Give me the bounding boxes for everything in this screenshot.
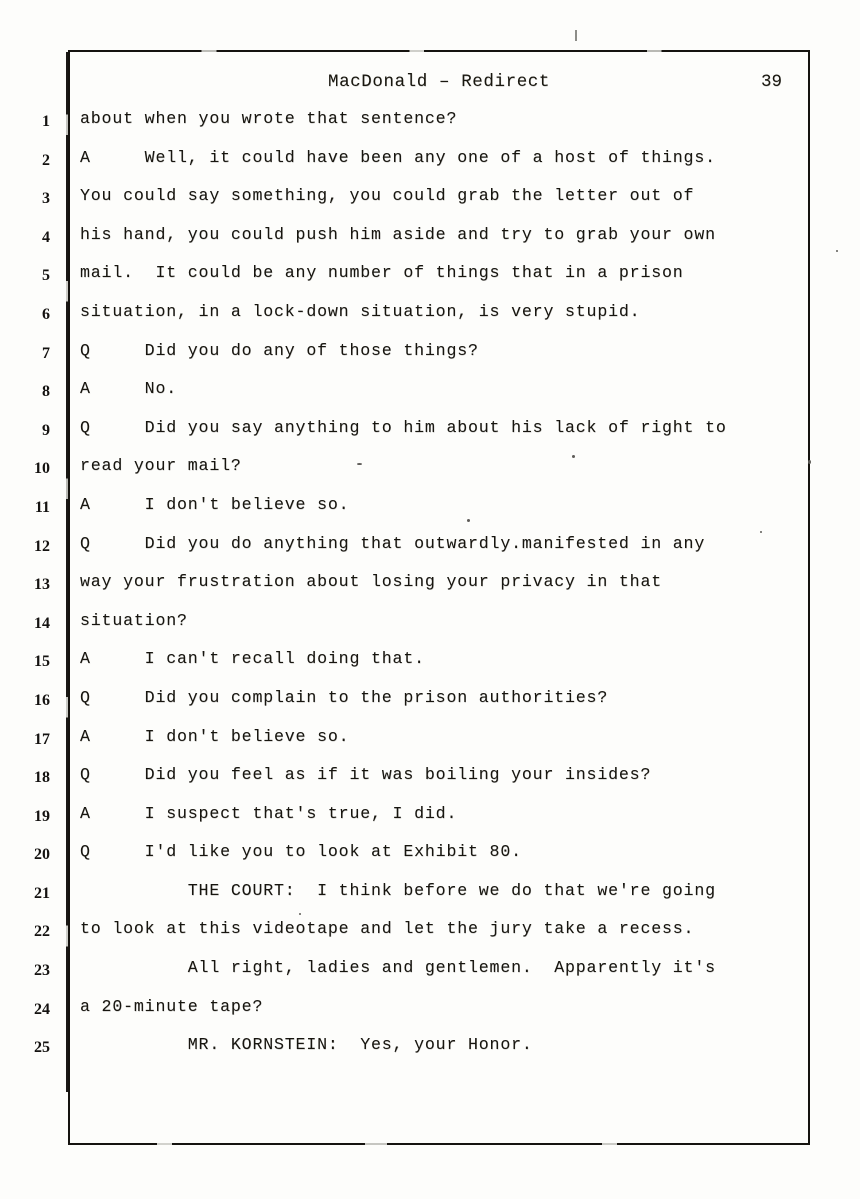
transcript-line — [0, 649, 860, 688]
line-text: Q Did you feel as if it was boiling your insides? — [80, 765, 652, 785]
line-text: Q Did you do any of those things? — [80, 340, 479, 360]
line-number: 18 — [34, 769, 50, 787]
line-text: THE COURT: I think before we do that we're going — [80, 880, 716, 900]
transcript-line — [0, 456, 860, 495]
line-text: Q I'd like you to look at Exhibit 80. — [80, 842, 522, 862]
page-header — [68, 72, 810, 100]
transcript-line — [0, 919, 860, 958]
line-number: 23 — [34, 962, 50, 980]
transcript-line — [0, 341, 860, 380]
transcript-line — [0, 688, 860, 727]
line-text: way your frustration about losing your privacy in that — [80, 572, 663, 592]
transcript-body — [0, 109, 860, 1074]
transcript-line — [0, 302, 860, 341]
line-number: 4 — [42, 228, 50, 246]
line-number: 1 — [42, 113, 50, 130]
transcript-line — [0, 1035, 860, 1074]
line-number: 9 — [42, 421, 50, 439]
line-text: situation, in a lock-down situation, is very stupid. — [80, 301, 641, 321]
transcript-line — [0, 534, 860, 573]
line-text: A I can't recall doing that. — [80, 649, 425, 669]
transcript-line — [0, 765, 860, 804]
line-text: A Well, it could have been any one of a host of things. — [80, 147, 716, 167]
line-number: 2 — [42, 151, 50, 169]
line-number: 10 — [34, 460, 50, 478]
transcript-line — [0, 611, 860, 650]
line-text: A No. — [80, 379, 178, 399]
transcript-line — [0, 418, 860, 457]
line-text: a 20-minute tape? — [80, 996, 264, 1016]
line-number: 5 — [42, 267, 50, 285]
page-number: 39 — [760, 72, 782, 92]
line-number: 17 — [34, 730, 50, 748]
scan-tick-mark — [575, 30, 577, 41]
page-title: MacDonald – Redirect — [327, 72, 551, 92]
line-number: 15 — [34, 653, 50, 671]
transcript-line — [0, 958, 860, 997]
line-text: A I suspect that's true, I did. — [80, 803, 458, 823]
transcript-line — [0, 727, 860, 766]
line-text: A I don't believe so. — [80, 494, 350, 514]
line-text: All right, ladies and gentlemen. Apparently it's — [80, 958, 716, 978]
line-text: mail. It could be any number of things that in a prison — [80, 263, 684, 283]
line-number: 20 — [34, 846, 50, 864]
line-text: A I don't believe so. — [80, 726, 350, 746]
line-number: 21 — [34, 884, 50, 902]
line-text: Q Did you complain to the prison authorities? — [80, 687, 609, 707]
line-number: 13 — [34, 576, 50, 594]
transcript-line — [0, 225, 860, 264]
line-number: 14 — [34, 614, 50, 632]
transcript-line — [0, 186, 860, 225]
line-text: Q Did you do anything that outwardly.manifested in any — [80, 533, 706, 553]
transcript-line — [0, 263, 860, 302]
line-number: 16 — [34, 691, 50, 709]
transcript-line — [0, 881, 860, 920]
line-number: 6 — [42, 305, 50, 323]
line-number: 12 — [34, 537, 50, 555]
line-text: situation? — [80, 610, 188, 630]
transcript-line — [0, 997, 860, 1036]
line-number: 8 — [42, 383, 50, 401]
transcript-line — [0, 148, 860, 187]
line-text: read your mail? — [80, 456, 242, 476]
line-text: MR. KORNSTEIN: Yes, your Honor. — [80, 1035, 533, 1055]
line-number: 3 — [42, 190, 50, 208]
line-number: 22 — [34, 923, 50, 941]
transcript-line — [0, 842, 860, 881]
line-text: his hand, you could push him aside and try to grab your own — [80, 224, 716, 244]
line-text: You could say something, you could grab the letter out of — [80, 186, 695, 206]
line-number: 19 — [34, 807, 50, 825]
transcript-line — [0, 804, 860, 843]
line-text: Q Did you say anything to him about his lack of right to — [80, 417, 727, 437]
transcript-line — [0, 109, 860, 148]
line-number: 11 — [34, 498, 50, 516]
line-number: 7 — [42, 344, 50, 362]
transcript-line — [0, 572, 860, 611]
line-text: to look at this videotape and let the jury take a recess. — [80, 919, 695, 939]
transcript-line — [0, 495, 860, 534]
transcript-line — [0, 379, 860, 418]
line-number: 24 — [34, 1000, 50, 1018]
line-number: 25 — [34, 1039, 50, 1057]
line-text: about when you wrote that sentence? — [80, 109, 458, 128]
